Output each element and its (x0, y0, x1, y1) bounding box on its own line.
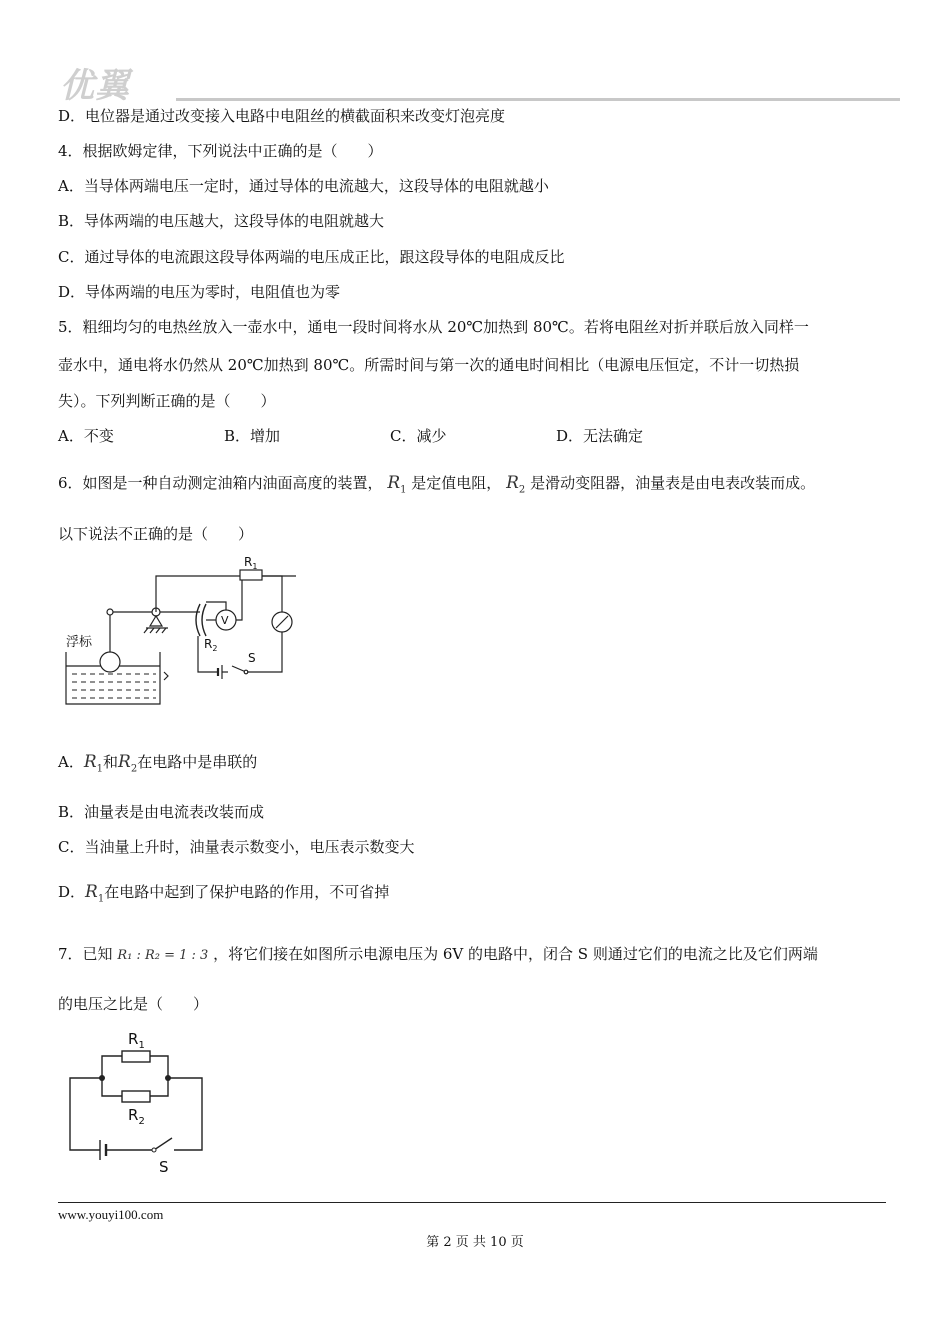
ratio-formula: R₁ : R₂ = 1 : 3 (117, 948, 209, 963)
resistor-r1 (122, 1051, 150, 1062)
q5-option-b: B．增加 (224, 427, 281, 445)
footer-url: www.youyi100.com (58, 1207, 164, 1222)
footer-rule (58, 1202, 886, 1203)
r2-label: $R_2$ (128, 1106, 145, 1127)
resistor-r1 (240, 570, 262, 580)
q5-stem-2: 壶水中，通电将水仍然从 20℃加热到 80℃。所需时间与第一次的通电时间相比（电源电压恒定，不计一切热损 (58, 356, 800, 374)
q4-option-b: B．导体两端的电压越大，这段导体的电阻就越大 (58, 212, 385, 230)
symbol-r2: $R_2$ (118, 752, 138, 775)
q5-option-d: D．无法确定 (556, 427, 644, 445)
q3-option-d: D．电位器是通过改变接入电路中电阻丝的横截面积来改变灯泡亮度 (58, 107, 506, 125)
float (100, 652, 120, 672)
q4-stem: 4．根据欧姆定律，下列说法中正确的是（ ） (58, 142, 383, 160)
switch-label: S (248, 651, 256, 665)
switch-label: S (159, 1158, 169, 1176)
symbol-r1: $R_1$ (387, 473, 407, 496)
q5-stem-1: 5．粗细均匀的电热丝放入一壶水中，通电一段时间将水从 20℃加热到 80℃。若将电阻丝对折并联后放入同样一 (58, 318, 809, 336)
page-number: 第 2 页 共 10 页 (426, 1235, 524, 1250)
r2-label: $R_2$ (204, 637, 218, 653)
q6-option-b: B．油量表是由电流表改装而成 (58, 803, 265, 821)
symbol-r1: $R_1$ (83, 752, 104, 775)
voltmeter-label: V (221, 614, 229, 627)
q6-stem-1: 6．如图是一种自动测定油箱内油面高度的装置， $R_1$ 是定值电阻， $R_2$ 是滑动变阻器，油量表是由电表改装而成。 (58, 473, 816, 496)
r1-label: $R_1$ (128, 1030, 145, 1051)
q5-option-c: C．减少 (390, 427, 447, 445)
r1-label: $R_1$ (244, 555, 258, 571)
q5-stem-3: 失）。下列判断正确的是（ ） (58, 392, 276, 410)
q4-option-a: A．当导体两端电压一定时，通过导体的电流越大，这段导体的电阻就越小 (58, 177, 549, 195)
resistor-r2 (122, 1091, 150, 1102)
q4-option-c: C．通过导体的电流跟这段导体两端的电压成正比，跟这段导体的电阻成反比 (58, 248, 565, 266)
q4-option-d: D．导体两端的电压为零时，电阻值也为零 (58, 283, 341, 301)
q6-option-c: C．当油量上升时，油量表示数变小，电压表示数变大 (58, 838, 415, 856)
header-rule (176, 98, 900, 101)
q5-option-a: A．不变 (58, 427, 114, 445)
logo: 优翼 (60, 66, 130, 106)
q7-stem-2: 的电压之比是（ ） (58, 995, 209, 1013)
q7-stem-1: 7．已知 R₁ : R₂ = 1 : 3 ，将它们接在如图所示电源电压为 6V 的电路中，闭合 S 则通过它们的电流之比及它们两端 (58, 945, 818, 963)
figure-parallel-circuit (62, 1024, 212, 1176)
q6-option-d: D．$R_1$在电路中起到了保护电路的作用，不可省掉 (58, 882, 390, 905)
q6-option-a: A．$R_1$和$R_2$在电路中是串联的 (58, 752, 258, 775)
symbol-r1: $R_1$ (85, 882, 105, 905)
q6-stem-2: 以下说法不正确的是（ ） (58, 525, 254, 543)
float-label: 浮标 (66, 635, 93, 650)
switch (154, 1138, 172, 1150)
figure-fuel-gauge-circuit (60, 554, 320, 710)
symbol-r2: $R_2$ (506, 473, 526, 496)
